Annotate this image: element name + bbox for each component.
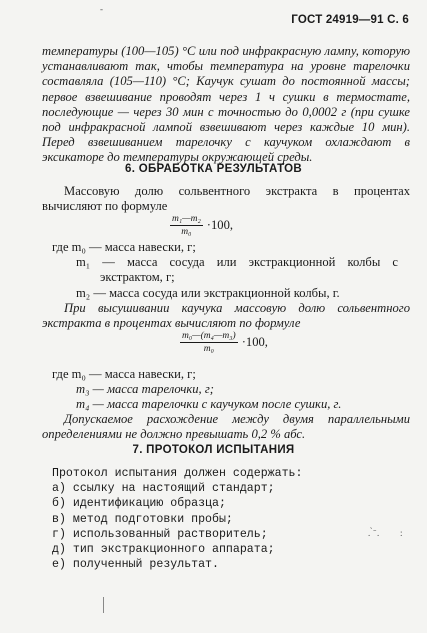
formula-1-fraction: [170, 214, 203, 237]
definition-m0: где m₀ — масса навески, г;: [52, 240, 196, 254]
protocol-intro: Протокол испытания должен содержать:: [52, 467, 303, 480]
definition-m2: m₂ — масса сосуда или экстракционной колбы, г.: [76, 285, 340, 300]
formula-1-suffix: ·100,: [206, 218, 234, 232]
scan-speck: . ̀ ̄ .: [368, 528, 380, 538]
intro-paragraph: температуры (100—105) °С или под инфракрасную лампу, которую устанавливают так, чтобы температура на уровне тарелочки составляла (105—110) °С; Каучук сушат до постоянной массы; первое взвешивание проводят через 1 ч сушки в термостате, последующие — через 30 мин с точностью до 0,0002 г (при сушке под инфракрасной лампой взвешивают через каждые 10 мин). Перед взвешиванием тарелочку с каучуком охлаждают в эксикаторе до температуры окружающей среды.: [42, 44, 410, 165]
scan-speck: :: [400, 528, 403, 538]
formula-2-suffix: ·100,: [241, 335, 268, 349]
scan-mark: [103, 597, 104, 613]
list-item: б) идентификацию образца;: [52, 497, 226, 511]
formula-2: [180, 331, 268, 354]
formula-1-denominator: m₀: [181, 227, 192, 237]
definition-m0-2: где m₀ — масса навески, г;: [52, 367, 196, 381]
formula-2-denominator: m₀: [203, 344, 214, 354]
formula-2-fraction: [180, 331, 238, 354]
definition-m4: m₄ — масса тарелочки с каучуком после сушки, г.: [76, 397, 342, 412]
section-6-paragraph-1: Массовую долю сольвентного экстракта в процентах вычисляют по формуле: [42, 184, 410, 214]
scan-speck: -: [100, 4, 103, 14]
formula-2-definitions: [52, 367, 398, 413]
list-item: д) тип экстракционного аппарата;: [52, 543, 275, 557]
section-6-paragraph-3: Допускаемое расхождение между двумя параллельными определениями не должно превышать 0,2 % абс.: [42, 412, 410, 442]
definition-m3: m₃ — масса тарелочки, г;: [76, 382, 214, 397]
section-6-heading: 6. ОБРАБОТКА РЕЗУЛЬТАТОВ: [125, 163, 302, 175]
list-item: е) полученный результат.: [52, 558, 219, 572]
formula-1: [170, 214, 233, 237]
section-6-paragraph-2: При высушивании каучука массовую долю сольвентного экстракта в процентах вычисляют по формуле: [42, 301, 410, 331]
section-7-heading: 7. ПРОТОКОЛ ИСПЫТАНИЯ: [132, 444, 295, 456]
formula-1-definitions: [52, 240, 398, 301]
formula-2-numerator: m₀—(m₄—m₃): [182, 331, 236, 341]
page-header: ГОСТ 24919—91 С. 6: [291, 14, 409, 26]
formula-1-numerator: m₁—m₂: [172, 214, 201, 224]
list-item: а) ссылку на настоящий стандарт;: [52, 482, 275, 496]
definition-m1: m₁ — масса сосуда или экстракционной колбы с экстрактом, г;: [76, 255, 398, 285]
list-item: г) использованный растворитель;: [52, 527, 268, 541]
list-item: в) метод подготовки пробы;: [52, 512, 233, 526]
protocol-list: [52, 466, 398, 572]
